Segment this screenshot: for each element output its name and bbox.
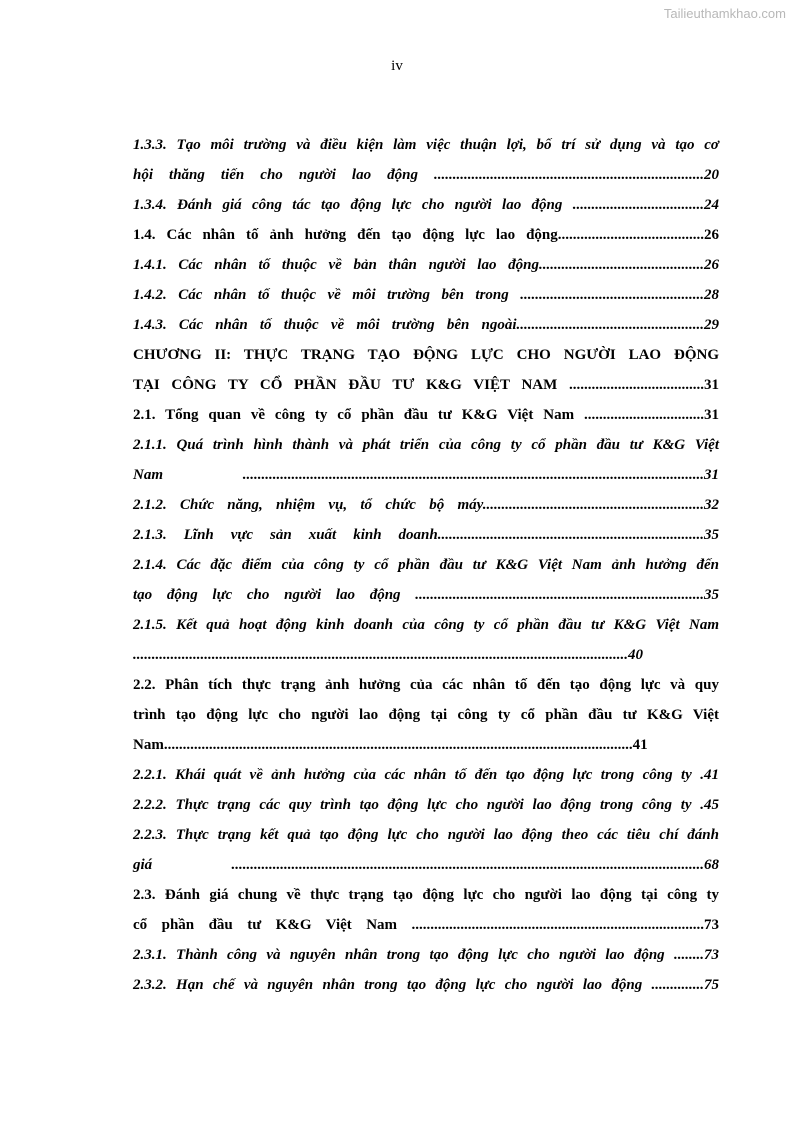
toc-entry-line: trình tạo động lực cho người lao động tại công ty cổ phần đầu tư K&G Việt — [133, 707, 719, 723]
toc-entry-line: 2.2. Phân tích thực trạng ảnh hưởng của các nhân tố đến tạo động lực và quy — [133, 677, 719, 693]
toc-entry-line: 1.4. Các nhân tố ảnh hưởng đến tạo động lực lao động.......................................26 — [133, 227, 719, 243]
toc-entry-line: 1.4.3. Các nhân tố thuộc về môi trường bên ngoài..................................................29 — [133, 317, 719, 333]
toc-entry-line: 2.1.2. Chức năng, nhiệm vụ, tổ chức bộ máy...........................................................32 — [133, 497, 719, 513]
toc-entry-line: CHƯƠNG II: THỰC TRẠNG TẠO ĐỘNG LỰC CHO NGƯỜI LAO ĐỘNG — [133, 347, 719, 363]
toc-entry-line: TẠI CÔNG TY CỔ PHẦN ĐẦU TƯ K&G VIỆT NAM ....................................31 — [133, 377, 719, 393]
toc-entry-line: Nam.............................................................................................................................41 — [133, 737, 648, 753]
page-number: iv — [391, 58, 403, 74]
toc-entry-line: 1.3.3. Tạo môi trường và điều kiện làm việc thuận lợi, bố trí sử dụng và tạo cơ — [133, 137, 719, 153]
table-of-contents — [133, 130, 719, 1000]
toc-entry-line: 2.1.5. Kết quả hoạt động kinh doanh của công ty cổ phần đầu tư K&G Việt Nam — [133, 617, 719, 633]
toc-entry-line: 2.1.4. Các đặc điểm của công ty cổ phần đầu tư K&G Việt Nam ảnh hưởng đến — [133, 557, 719, 573]
toc-entry-line: 2.2.2. Thực trạng các quy trình tạo động lực cho người lao động trong công ty .45 — [133, 797, 719, 813]
toc-entry-line: 2.1. Tổng quan về công ty cổ phần đầu tư K&G Việt Nam ................................31 — [133, 407, 719, 423]
toc-entry-line: 1.3.4. Đánh giá công tác tạo động lực cho người lao động ...................................24 — [133, 197, 719, 213]
toc-entry-line: 2.2.3. Thực trạng kết quả tạo động lực cho người lao động theo các tiêu chí đánh — [133, 827, 719, 843]
toc-entry-line: tạo động lực cho người lao động .............................................................................35 — [133, 587, 719, 603]
toc-entry-line: 2.1.1. Quá trình hình thành và phát triển của công ty cổ phần đầu tư K&G Việt — [133, 437, 719, 453]
toc-entry-line: cổ phần đầu tư K&G Việt Nam ..............................................................................73 — [133, 917, 719, 933]
toc-entry-line: 2.2.1. Khái quát về ảnh hưởng của các nhân tố đến tạo động lực trong công ty .41 — [133, 767, 719, 783]
toc-entry-line: 1.4.1. Các nhân tố thuộc về bản thân người lao động............................................26 — [133, 257, 719, 273]
toc-entry-line: 2.3. Đánh giá chung về thực trạng tạo động lực cho người lao động tại công ty — [133, 887, 719, 903]
toc-entry-line: hội thăng tiến cho người lao động ........................................................................20 — [133, 167, 719, 183]
toc-entry-line: 2.1.3. Lĩnh vực sản xuất kinh doanh.......................................................................35 — [133, 527, 719, 543]
toc-entry-line: giá ..............................................................................................................................68 — [133, 857, 719, 873]
toc-entry-line: Nam ...........................................................................................................................31 — [133, 467, 719, 483]
toc-entry-line: 1.4.2. Các nhân tố thuộc về môi trường bên trong .................................................28 — [133, 287, 719, 303]
watermark: Tailieuthamkhao.com — [663, 6, 786, 21]
toc-entry-line: 2.3.1. Thành công và nguyên nhân trong tạo động lực cho người lao động ........73 — [133, 947, 719, 963]
toc-entry-line: ....................................................................................................................................40 — [133, 647, 643, 663]
toc-entry-line: 2.3.2. Hạn chế và nguyên nhân trong tạo động lực cho người lao động ..............75 — [133, 977, 719, 993]
